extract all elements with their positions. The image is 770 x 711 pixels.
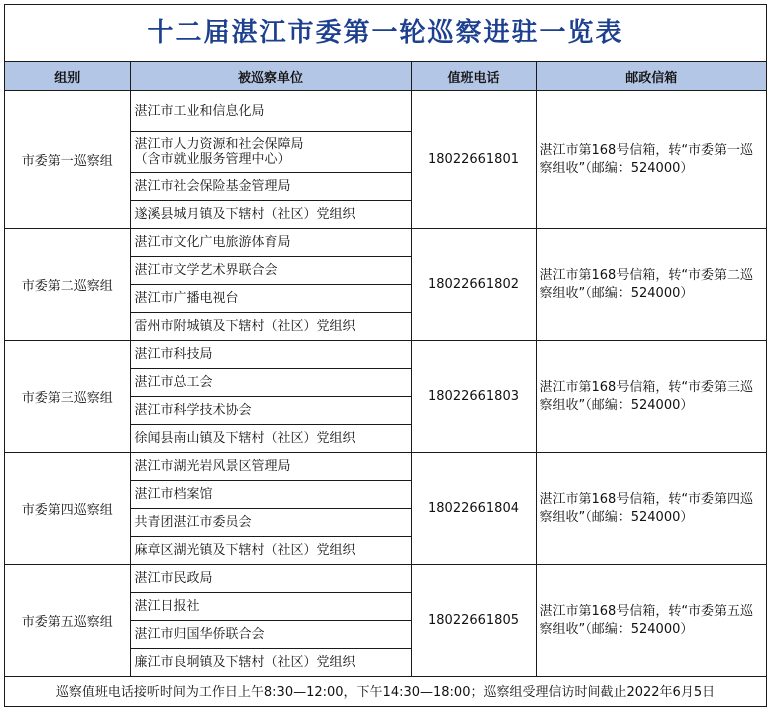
postal-mailbox: 湛江市第168号信箱，转“市委第四巡察组收”（邮编：524000） — [536, 453, 766, 565]
inspected-unit: 湛江市归国华侨联合会 — [130, 621, 411, 649]
inspected-unit: 湛江市湖光岩风景区管理局 — [130, 453, 411, 481]
table-row — [5, 453, 766, 481]
header-phone: 值班电话 — [411, 62, 536, 91]
inspected-unit: 湛江市广播电视台 — [130, 285, 411, 313]
postal-mailbox: 湛江市第168号信箱，转“市委第五巡察组收”（邮编：524000） — [536, 565, 766, 677]
group-name: 市委第三巡察组 — [5, 341, 130, 453]
inspected-unit: 廉江市良垌镇及下辖村（社区）党组织 — [130, 649, 411, 677]
table-row — [5, 91, 766, 132]
inspected-unit: 湛江日报社 — [130, 593, 411, 621]
inspected-unit: 麻章区湖光镇及下辖村（社区）党组织 — [130, 537, 411, 565]
table-row — [5, 229, 766, 257]
schedule-body — [5, 91, 766, 677]
inspected-unit: 共青团湛江市委员会 — [130, 509, 411, 537]
header-mail: 邮政信箱 — [536, 62, 766, 91]
group-name: 市委第一巡察组 — [5, 91, 130, 229]
inspected-unit-line: 湛江市人力资源和社会保障局 （含市就业服务管理中心） — [134, 137, 304, 167]
header-group: 组别 — [5, 62, 130, 91]
inspected-unit: 遂溪县城月镇及下辖村（社区）党组织 — [130, 201, 411, 229]
group-name: 市委第五巡察组 — [5, 565, 130, 677]
group-name: 市委第二巡察组 — [5, 229, 130, 341]
group-name: 市委第四巡察组 — [5, 453, 130, 565]
inspected-unit: 雷州市附城镇及下辖村（社区）党组织 — [130, 313, 411, 341]
footer-note: 巡察值班电话接听时间为工作日上午8:30—12:00，下午14:30—18:00；巡察组受理信访时间截止2022年6月5日 — [55, 685, 716, 700]
postal-mailbox: 湛江市第168号信箱，转“市委第二巡察组收”（邮编：524000） — [536, 229, 766, 341]
postal-mailbox: 湛江市第168号信箱，转“市委第一巡察组收”（邮编：524000） — [536, 91, 766, 229]
duty-phone: 18022661804 — [411, 453, 536, 565]
duty-phone: 18022661803 — [411, 341, 536, 453]
inspected-unit: 湛江市社会保险基金管理局 — [130, 173, 411, 201]
inspected-unit: 湛江市工业和信息化局 — [130, 91, 411, 132]
inspected-unit — [130, 132, 411, 173]
inspected-unit: 湛江市民政局 — [130, 565, 411, 593]
duty-phone: 18022661805 — [411, 565, 536, 677]
table-row — [5, 565, 766, 593]
schedule-table — [5, 62, 766, 677]
duty-phone: 18022661802 — [411, 229, 536, 341]
page-title: 十二届湛江市委第一轮巡察进驻一览表 — [5, 5, 766, 62]
inspected-unit: 湛江市文学艺术界联合会 — [130, 257, 411, 285]
table-row — [5, 341, 766, 369]
inspected-unit: 湛江市科学技术协会 — [130, 397, 411, 425]
inspected-unit: 湛江市科技局 — [130, 341, 411, 369]
inspected-unit: 湛江市文化广电旅游体育局 — [130, 229, 411, 257]
inspected-unit: 湛江市档案馆 — [130, 481, 411, 509]
header-row — [5, 62, 766, 91]
postal-mailbox: 湛江市第168号信箱，转“市委第三巡察组收”（邮编：524000） — [536, 341, 766, 453]
header-unit: 被巡察单位 — [130, 62, 411, 91]
inspection-schedule-sheet — [4, 4, 767, 707]
inspected-unit: 徐闻县南山镇及下辖村（社区）党组织 — [130, 425, 411, 453]
duty-phone: 18022661801 — [411, 91, 536, 229]
inspected-unit: 湛江市总工会 — [130, 369, 411, 397]
